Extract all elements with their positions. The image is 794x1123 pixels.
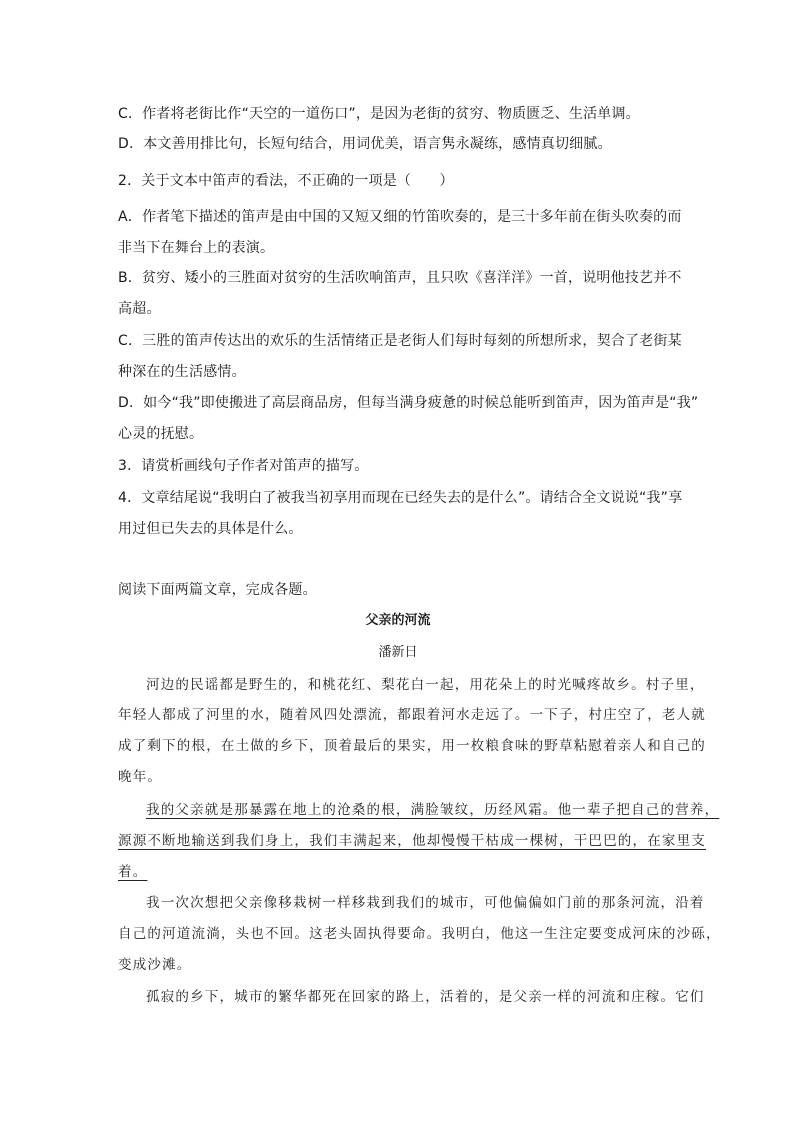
- para1-line4: 晚年。: [118, 769, 163, 785]
- para3-line1: 我一次次想把父亲像移栽树一样移栽到我们的城市，可他偏偏如门前的那条河流，沿着: [146, 895, 705, 911]
- underlined-text: 我的父亲就是那暴露在地上的沧桑的根，满脸皱纹，历经风霜。他一辈子把自己的营养，: [146, 802, 720, 818]
- article-title: 父亲的河流: [365, 613, 431, 628]
- q2-option-a-line1: A．作者笔下描述的笛声是由中国的又短又细的竹笛吹奏的，是三十多年前在街头吹奏的而: [118, 209, 682, 225]
- para1-line1: 河边的民谣都是野生的，和桃花红、梨花白一起，用花朵上的时光喊疼故乡。村子里，: [146, 677, 705, 693]
- q1-option-d: D．本文善用排比句，长短句结合，用词优美，语言隽永凝练，感情真切细腻。: [118, 136, 612, 152]
- para2-underlined-line3: [118, 862, 678, 882]
- para3-line2: 自己的河道流淌，头也不回。这老头固执得要命。我明白，他这一生注定要变成河床的沙砾，: [118, 926, 721, 942]
- q2-stem: 2．关于文本中笛声的看法，不正确的一项是（ ）: [118, 173, 454, 189]
- para3-line3: 变成沙滩。: [118, 957, 192, 973]
- q2-option-b-line2: 高超。: [118, 301, 161, 317]
- q2-option-c-line1: C．三胜的笛声传达出的欢乐的生活情绪正是老街人们每时每刻的所想所求，契合了老街某: [118, 333, 682, 349]
- para4-line1: 孤寂的乡下，城市的繁华都死在回家的路上，活着的，是父亲一样的河流和庄稼。它们: [146, 989, 705, 1005]
- para1-line2: 年轻人都成了河里的水，随着风四处漂流，都跟着河水走远了。一下子，村庄空了，老人就: [118, 707, 706, 723]
- q1-option-c: C．作者将老街比作“天空的一道伤口”，是因为老街的贫穷、物质匮乏、生活单调。: [118, 106, 640, 122]
- q3-text: 3．请赏析画线句子作者对笛声的描写。: [118, 458, 369, 474]
- q2-option-d-line2: 心灵的抚慰。: [118, 426, 204, 442]
- underlined-text: 着。: [118, 864, 148, 880]
- para2-underlined-line1: [146, 800, 720, 820]
- article-author: 潘新日: [378, 645, 418, 660]
- para2-underlined-line2: [118, 831, 706, 851]
- reading-instruction: 阅读下面两篇文章，完成各题。: [118, 582, 317, 598]
- q2-option-c-line2: 种深在的生活感情。: [118, 364, 246, 380]
- q2-option-b-line1: B．贫穷、矮小的三胜面对贫穷的生活吹响笛声，且只吹《喜洋洋》一首，说明他技艺并不: [118, 270, 682, 286]
- q4-line1: 4．文章结尾说“我明白了被我当初享用而现在已经失去的是什么”。请结合全文说说“我”享: [118, 490, 683, 506]
- q2-option-d-line1: D．如今“我”即使搬进了高层商品房，但每当满身疲惫的时候总能听到笛声，因为笛声是“我”: [118, 395, 699, 411]
- underlined-text: 源源不断地输送到我们身上，我们丰满起来，他却慢慢干枯成一棵树，干巴巴的，在家里支: [118, 833, 706, 849]
- q2-option-a-line2: 非当下在舞台上的表演。: [118, 240, 275, 256]
- q4-line2: 用过但已失去的具体是什么。: [118, 521, 303, 537]
- para1-line3: 成了剩下的根，在土做的乡下，顶着最后的果实，用一枚粮食味的野草粘慰着亲人和自己的: [118, 738, 706, 754]
